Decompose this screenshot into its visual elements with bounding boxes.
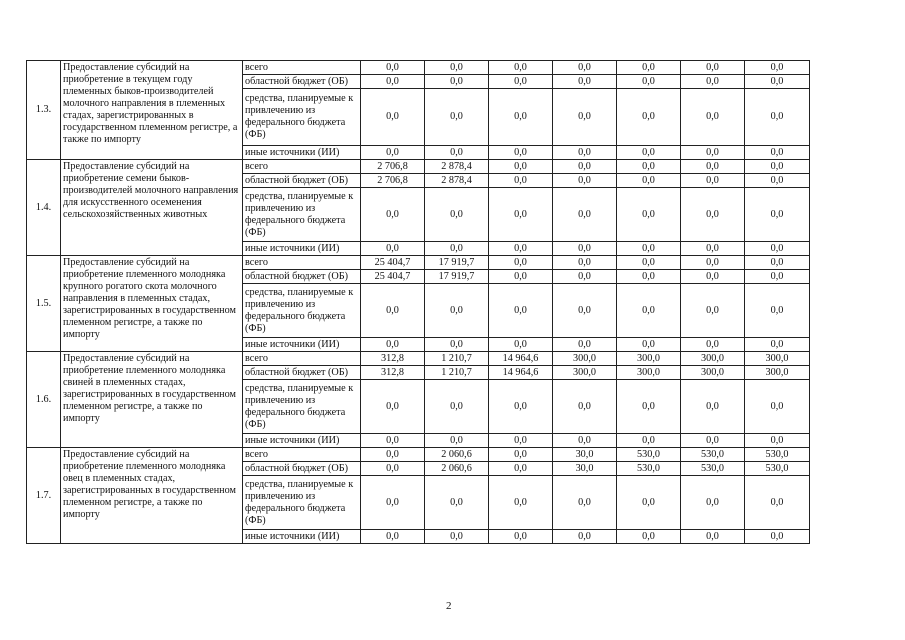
- amount-cell: 0,0: [489, 89, 553, 146]
- amount-cell: 17 919,7: [425, 270, 489, 284]
- amount-cell: 0,0: [361, 338, 425, 352]
- amount-cell: 0,0: [425, 476, 489, 530]
- section-index: 1.5.: [27, 256, 61, 352]
- funding-source: всего: [243, 448, 361, 462]
- amount-cell: 0,0: [489, 338, 553, 352]
- amount-cell: 0,0: [361, 380, 425, 434]
- amount-cell: 0,0: [745, 284, 810, 338]
- funding-source: областной бюджет (ОБ): [243, 75, 361, 89]
- amount-cell: 530,0: [617, 462, 681, 476]
- funding-source: средства, планируемые к привлечению из федерального бюджета (ФБ): [243, 188, 361, 242]
- amount-cell: 0,0: [617, 256, 681, 270]
- amount-cell: 0,0: [617, 174, 681, 188]
- amount-cell: 0,0: [489, 434, 553, 448]
- amount-cell: 0,0: [553, 61, 617, 75]
- amount-cell: 0,0: [745, 530, 810, 544]
- amount-cell: 0,0: [553, 338, 617, 352]
- amount-cell: 0,0: [425, 380, 489, 434]
- amount-cell: 0,0: [681, 256, 745, 270]
- amount-cell: 530,0: [745, 448, 810, 462]
- amount-cell: 0,0: [361, 146, 425, 160]
- amount-cell: 0,0: [489, 270, 553, 284]
- funding-source: областной бюджет (ОБ): [243, 174, 361, 188]
- amount-cell: 0,0: [361, 242, 425, 256]
- amount-cell: 0,0: [553, 476, 617, 530]
- amount-cell: 0,0: [681, 174, 745, 188]
- amount-cell: 0,0: [681, 61, 745, 75]
- amount-cell: 0,0: [361, 462, 425, 476]
- amount-cell: 0,0: [489, 380, 553, 434]
- amount-cell: 0,0: [745, 61, 810, 75]
- section-index: 1.4.: [27, 160, 61, 256]
- funding-table: [26, 60, 810, 544]
- amount-cell: 0,0: [745, 75, 810, 89]
- amount-cell: 0,0: [553, 146, 617, 160]
- amount-cell: 17 919,7: [425, 256, 489, 270]
- amount-cell: 300,0: [745, 366, 810, 380]
- table-row: [27, 160, 810, 174]
- amount-cell: 0,0: [425, 284, 489, 338]
- section-description: Предоставление субсидий на приобретение племенного молодняка свиней в племенных стадах, зарегистрированных в государственном племенном регистре, а также по импорту: [61, 352, 243, 448]
- amount-cell: 300,0: [681, 366, 745, 380]
- amount-cell: 0,0: [617, 530, 681, 544]
- section-description: Предоставление субсидий на приобретение племенного молодняка овец в племенных стадах, зарегистрированных в государственном племенном регистре, а также по импорту: [61, 448, 243, 544]
- amount-cell: 0,0: [361, 61, 425, 75]
- amount-cell: 14 964,6: [489, 366, 553, 380]
- table-row: [27, 256, 810, 270]
- amount-cell: 0,0: [553, 434, 617, 448]
- amount-cell: 0,0: [553, 75, 617, 89]
- amount-cell: 0,0: [681, 338, 745, 352]
- amount-cell: 0,0: [489, 476, 553, 530]
- amount-cell: 530,0: [681, 462, 745, 476]
- funding-source: средства, планируемые к привлечению из федерального бюджета (ФБ): [243, 476, 361, 530]
- amount-cell: 0,0: [361, 89, 425, 146]
- amount-cell: 0,0: [489, 61, 553, 75]
- amount-cell: 0,0: [489, 146, 553, 160]
- amount-cell: 0,0: [361, 476, 425, 530]
- amount-cell: 0,0: [745, 380, 810, 434]
- amount-cell: 1 210,7: [425, 366, 489, 380]
- table-row: [27, 448, 810, 462]
- amount-cell: 530,0: [745, 462, 810, 476]
- amount-cell: 0,0: [617, 89, 681, 146]
- amount-cell: 0,0: [681, 75, 745, 89]
- amount-cell: 0,0: [553, 284, 617, 338]
- amount-cell: 0,0: [489, 530, 553, 544]
- amount-cell: 0,0: [681, 476, 745, 530]
- amount-cell: 0,0: [489, 160, 553, 174]
- section-description: Предоставление субсидий на приобретение семени быков-производителей молочного направления для искусственного осеменения сельскохозяйственных животных: [61, 160, 243, 256]
- amount-cell: 0,0: [361, 434, 425, 448]
- funding-source: иные источники (ИИ): [243, 338, 361, 352]
- amount-cell: 0,0: [681, 89, 745, 146]
- funding-source: средства, планируемые к привлечению из федерального бюджета (ФБ): [243, 380, 361, 434]
- amount-cell: 0,0: [617, 476, 681, 530]
- amount-cell: 0,0: [553, 380, 617, 434]
- amount-cell: 530,0: [681, 448, 745, 462]
- amount-cell: 0,0: [745, 338, 810, 352]
- section-description: Предоставление субсидий на приобретение в текущем году племенных быков-производителей молочного направления в племенных стадах, зарегистрированных в государственном племенном регистре, а также по импорту: [61, 61, 243, 160]
- funding-source: всего: [243, 61, 361, 75]
- amount-cell: 0,0: [681, 188, 745, 242]
- amount-cell: 0,0: [361, 284, 425, 338]
- amount-cell: 0,0: [489, 462, 553, 476]
- amount-cell: 2 878,4: [425, 174, 489, 188]
- amount-cell: 0,0: [745, 174, 810, 188]
- amount-cell: 530,0: [617, 448, 681, 462]
- funding-source: всего: [243, 256, 361, 270]
- amount-cell: 0,0: [425, 89, 489, 146]
- amount-cell: 2 060,6: [425, 448, 489, 462]
- amount-cell: 312,8: [361, 366, 425, 380]
- amount-cell: 0,0: [617, 434, 681, 448]
- amount-cell: 0,0: [489, 174, 553, 188]
- amount-cell: 0,0: [745, 270, 810, 284]
- amount-cell: 300,0: [745, 352, 810, 366]
- amount-cell: 0,0: [489, 75, 553, 89]
- amount-cell: 0,0: [425, 75, 489, 89]
- page-number: 2: [446, 600, 452, 612]
- amount-cell: 0,0: [489, 242, 553, 256]
- amount-cell: 0,0: [553, 270, 617, 284]
- amount-cell: 2 706,8: [361, 174, 425, 188]
- amount-cell: 0,0: [425, 338, 489, 352]
- funding-source: областной бюджет (ОБ): [243, 462, 361, 476]
- amount-cell: 0,0: [681, 380, 745, 434]
- amount-cell: 0,0: [617, 284, 681, 338]
- amount-cell: 0,0: [681, 284, 745, 338]
- amount-cell: 0,0: [681, 434, 745, 448]
- funding-source: всего: [243, 352, 361, 366]
- amount-cell: 0,0: [745, 160, 810, 174]
- amount-cell: 30,0: [553, 448, 617, 462]
- amount-cell: 0,0: [425, 188, 489, 242]
- funding-source: средства, планируемые к привлечению из федерального бюджета (ФБ): [243, 284, 361, 338]
- amount-cell: 2 060,6: [425, 462, 489, 476]
- amount-cell: 300,0: [553, 366, 617, 380]
- amount-cell: 25 404,7: [361, 270, 425, 284]
- amount-cell: 0,0: [425, 61, 489, 75]
- funding-source: всего: [243, 160, 361, 174]
- amount-cell: 0,0: [617, 75, 681, 89]
- funding-source: областной бюджет (ОБ): [243, 366, 361, 380]
- amount-cell: 0,0: [553, 188, 617, 242]
- amount-cell: 0,0: [681, 530, 745, 544]
- amount-cell: 0,0: [745, 256, 810, 270]
- amount-cell: 300,0: [553, 352, 617, 366]
- amount-cell: 0,0: [425, 242, 489, 256]
- amount-cell: 0,0: [553, 89, 617, 146]
- funding-source: иные источники (ИИ): [243, 434, 361, 448]
- amount-cell: 0,0: [745, 146, 810, 160]
- amount-cell: 0,0: [617, 380, 681, 434]
- amount-cell: 0,0: [745, 476, 810, 530]
- amount-cell: 0,0: [553, 242, 617, 256]
- amount-cell: 30,0: [553, 462, 617, 476]
- amount-cell: 0,0: [361, 530, 425, 544]
- amount-cell: 312,8: [361, 352, 425, 366]
- amount-cell: 0,0: [745, 89, 810, 146]
- funding-source: иные источники (ИИ): [243, 530, 361, 544]
- amount-cell: 0,0: [425, 434, 489, 448]
- amount-cell: 25 404,7: [361, 256, 425, 270]
- amount-cell: 0,0: [553, 174, 617, 188]
- amount-cell: 0,0: [681, 242, 745, 256]
- amount-cell: 0,0: [681, 270, 745, 284]
- funding-source: иные источники (ИИ): [243, 242, 361, 256]
- amount-cell: 2 878,4: [425, 160, 489, 174]
- amount-cell: 0,0: [617, 146, 681, 160]
- section-index: 1.7.: [27, 448, 61, 544]
- amount-cell: 0,0: [617, 160, 681, 174]
- amount-cell: 0,0: [489, 448, 553, 462]
- amount-cell: 0,0: [553, 256, 617, 270]
- table-body: [27, 61, 810, 544]
- table-row: [27, 352, 810, 366]
- table-row: [27, 61, 810, 75]
- section-index: 1.6.: [27, 352, 61, 448]
- amount-cell: 0,0: [617, 242, 681, 256]
- amount-cell: 0,0: [553, 160, 617, 174]
- amount-cell: 0,0: [553, 530, 617, 544]
- amount-cell: 300,0: [617, 352, 681, 366]
- amount-cell: 2 706,8: [361, 160, 425, 174]
- amount-cell: 0,0: [745, 188, 810, 242]
- amount-cell: 0,0: [745, 242, 810, 256]
- amount-cell: 0,0: [425, 530, 489, 544]
- amount-cell: 0,0: [361, 188, 425, 242]
- amount-cell: 14 964,6: [489, 352, 553, 366]
- amount-cell: 0,0: [489, 188, 553, 242]
- amount-cell: 0,0: [361, 448, 425, 462]
- amount-cell: 0,0: [617, 270, 681, 284]
- funding-source: областной бюджет (ОБ): [243, 270, 361, 284]
- section-description: Предоставление субсидий на приобретение племенного молодняка крупного рогатого скота молочного направления в племенных стадах, зарегистрированных в государственном племенном регистре, а также по импорту: [61, 256, 243, 352]
- amount-cell: 0,0: [617, 338, 681, 352]
- amount-cell: 0,0: [489, 284, 553, 338]
- amount-cell: 300,0: [617, 366, 681, 380]
- amount-cell: 0,0: [489, 256, 553, 270]
- funding-source: иные источники (ИИ): [243, 146, 361, 160]
- funding-source: средства, планируемые к привлечению из федерального бюджета (ФБ): [243, 89, 361, 146]
- section-index: 1.3.: [27, 61, 61, 160]
- amount-cell: 0,0: [681, 160, 745, 174]
- amount-cell: 0,0: [361, 75, 425, 89]
- amount-cell: 0,0: [745, 434, 810, 448]
- amount-cell: 1 210,7: [425, 352, 489, 366]
- amount-cell: 0,0: [681, 146, 745, 160]
- amount-cell: 0,0: [425, 146, 489, 160]
- amount-cell: 0,0: [617, 61, 681, 75]
- amount-cell: 0,0: [617, 188, 681, 242]
- amount-cell: 300,0: [681, 352, 745, 366]
